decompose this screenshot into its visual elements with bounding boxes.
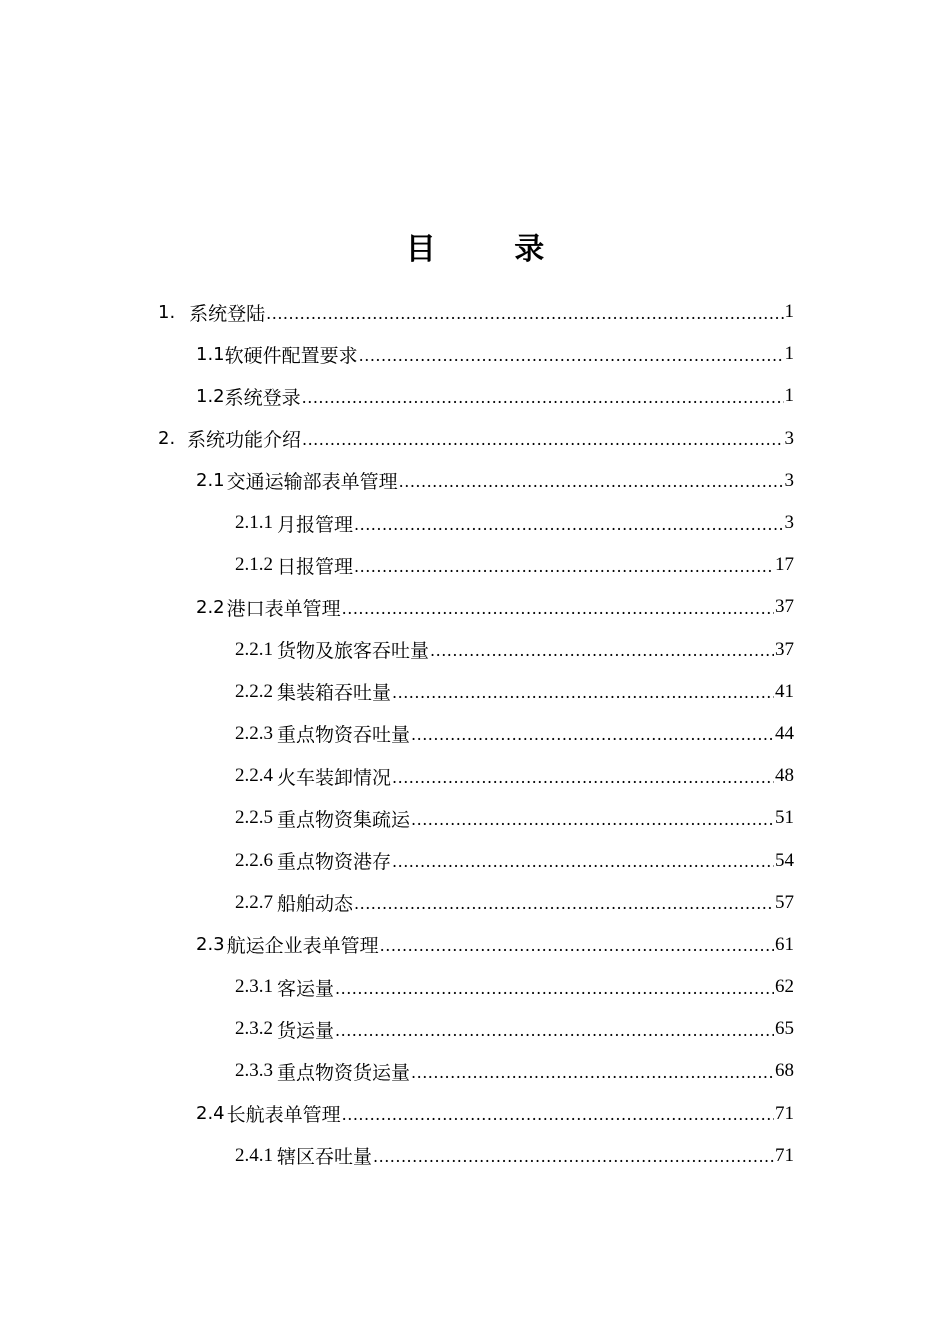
toc-entry[interactable]: [158, 755, 794, 797]
toc-entry-number: 2.3.3: [235, 1060, 273, 1082]
toc-entry[interactable]: [158, 839, 794, 881]
toc-entry[interactable]: [158, 502, 794, 544]
toc-entry[interactable]: [158, 1008, 794, 1050]
toc-entry-number: 2.2.3: [235, 722, 273, 744]
toc-dot-leader: [342, 599, 774, 618]
toc-entry-title: 系统登录: [224, 386, 301, 409]
toc-entry[interactable]: [158, 375, 794, 417]
toc-dot-leader: [392, 683, 774, 702]
toc-entry-number: 2.2.2: [235, 680, 273, 702]
toc-entry-page: 3: [784, 427, 794, 449]
toc-entry-page: 44: [775, 722, 794, 744]
toc-entry[interactable]: [158, 418, 794, 460]
toc-entry-page: 57: [775, 891, 794, 913]
toc-dot-leader: [335, 979, 774, 998]
toc-entry-number: 2.4.1: [235, 1144, 273, 1166]
toc-entry-number: 2.2.7: [235, 891, 273, 913]
toc-entry-page: 68: [775, 1060, 794, 1082]
toc-entry-page: 3: [784, 469, 794, 491]
toc-title: 目 录: [405, 232, 579, 267]
toc-entry-page: 1: [784, 301, 794, 323]
toc-dot-leader: [411, 725, 774, 744]
toc-entry-title: 集装箱吞吐量: [277, 682, 392, 705]
toc-entry[interactable]: [158, 333, 794, 375]
toc-entry-title: 重点物资集疏运: [277, 808, 411, 831]
toc-entry-number: 2.3.2: [235, 1018, 273, 1040]
toc-entry-page: 54: [775, 849, 794, 871]
toc-entry-title: 交通运输部表单管理: [226, 471, 398, 494]
toc-entry-title: 货物及旅客吞吐量: [277, 640, 430, 663]
toc-entry-page: 71: [775, 1144, 794, 1166]
toc-entry-title: 重点物资港存: [277, 851, 392, 874]
toc-entry-page: 1: [784, 385, 794, 407]
toc-entry-page: 41: [775, 680, 794, 702]
toc-entry-number: 2.4: [196, 1103, 225, 1125]
toc-dot-leader: [302, 430, 784, 449]
toc-entry-page: 62: [775, 976, 794, 998]
toc-entry-title: 客运量: [277, 977, 335, 1000]
toc-entry-title: 辖区吞吐量: [277, 1146, 373, 1169]
toc-entry-number: 2.2.6: [235, 849, 273, 871]
toc-entry[interactable]: [158, 586, 794, 628]
toc-entry-page: 3: [784, 512, 794, 534]
toc-entry-title: 航运企业表单管理: [226, 935, 379, 958]
toc-entry-number: 2.2.1: [235, 638, 273, 660]
toc-entry-number: 2.2.5: [235, 807, 273, 829]
toc-entry-title: 月报管理: [277, 513, 354, 536]
toc-entry-number: 1.: [158, 301, 176, 323]
toc-entry-number: 1.2: [196, 385, 225, 407]
toc-entry[interactable]: [158, 460, 794, 502]
toc-entry[interactable]: [158, 629, 794, 671]
toc-entry[interactable]: [158, 671, 794, 713]
toc-entry-title: 火车装卸情况: [277, 766, 392, 789]
toc-entry-page: 65: [775, 1018, 794, 1040]
toc-dot-leader: [411, 1063, 774, 1082]
toc-dot-leader: [392, 852, 774, 871]
toc-entry-page: 37: [775, 596, 794, 618]
toc-entry-page: 1: [784, 343, 794, 365]
toc-entry-number: 2.3: [196, 934, 225, 956]
toc-entry[interactable]: [158, 797, 794, 839]
toc-entry-title: 重点物资货运量: [277, 1061, 411, 1084]
toc-dot-leader: [354, 515, 783, 534]
toc-dot-leader: [266, 304, 783, 323]
toc-entry-number: 2.1: [196, 470, 225, 492]
toc-entry-title: 港口表单管理: [226, 597, 341, 620]
toc-entry-page: 71: [775, 1102, 794, 1124]
toc-entry-title: 货运量: [277, 1019, 335, 1042]
toc-dot-leader: [342, 1105, 774, 1124]
toc-entry[interactable]: [158, 291, 794, 333]
toc-dot-leader: [354, 557, 774, 576]
toc-entry-number: 2.1.1: [235, 512, 273, 534]
toc-entry-page: 48: [775, 765, 794, 787]
toc-entry-title: 船舶动态: [277, 893, 354, 916]
toc-dot-leader: [430, 641, 774, 660]
toc-entry-number: 2.1.2: [235, 554, 273, 576]
toc-entry[interactable]: [158, 1093, 794, 1135]
toc-entry-title: 系统登陆: [189, 302, 266, 325]
toc-entry-number: 1.1: [196, 343, 225, 365]
toc-entry-title: 软硬件配置要求: [224, 344, 358, 367]
toc-entry[interactable]: [158, 966, 794, 1008]
toc-entry-title: 系统功能介绍: [186, 429, 301, 452]
toc-dot-leader: [392, 768, 774, 787]
toc-entry-number: 2.: [158, 428, 176, 450]
toc-entry-page: 51: [775, 807, 794, 829]
toc-entry-number: 2.3.1: [235, 976, 273, 998]
toc-dot-leader: [359, 346, 784, 365]
toc-entry-title: 重点物资吞吐量: [277, 724, 411, 747]
toc-entry[interactable]: [158, 882, 794, 924]
toc-entry-page: 37: [775, 638, 794, 660]
toc-dot-leader: [354, 894, 774, 913]
toc-entry[interactable]: [158, 1135, 794, 1177]
toc-entry[interactable]: [158, 924, 794, 966]
toc-entry-title: 日报管理: [277, 555, 354, 578]
toc-entry[interactable]: [158, 713, 794, 755]
toc-entry-title: 长航表单管理: [226, 1104, 341, 1127]
toc-dot-leader: [335, 1021, 774, 1040]
toc-entry-page: 61: [775, 933, 794, 955]
toc-dot-leader: [373, 1147, 774, 1166]
toc-dot-leader: [399, 472, 784, 491]
toc-entry-page: 17: [775, 554, 794, 576]
toc-dot-leader: [411, 810, 774, 829]
toc-entry[interactable]: [158, 1050, 794, 1092]
toc-entry-number: 2.2: [196, 596, 225, 618]
toc-dot-leader: [302, 388, 784, 407]
toc-dot-leader: [380, 936, 774, 955]
table-of-contents: [158, 291, 794, 1177]
toc-entry-number: 2.2.4: [235, 765, 273, 787]
toc-entry[interactable]: [158, 544, 794, 586]
